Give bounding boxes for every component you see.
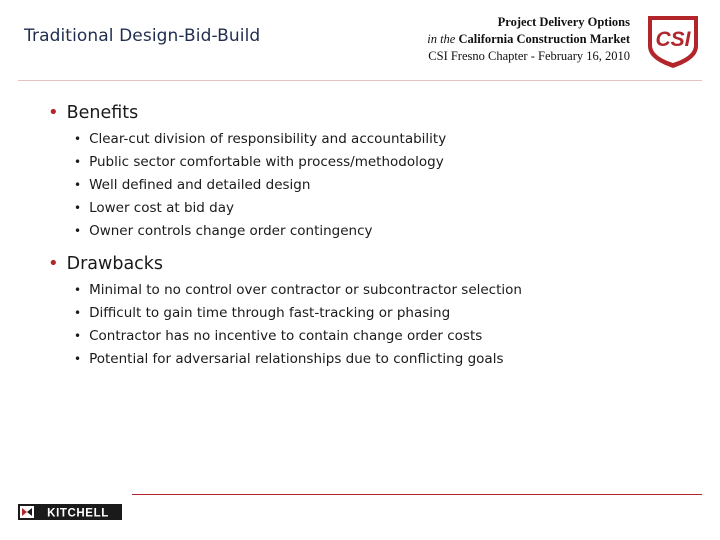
subtitle-main: California Construction Market — [458, 32, 630, 46]
csi-logo-text: CSI — [655, 28, 691, 51]
subtitle-prefix: in the — [427, 32, 456, 46]
drawbacks-list — [48, 279, 688, 371]
list-item-text: Minimal to no control over contractor or subcontractor selection — [89, 282, 522, 298]
list-item-text: Owner controls change order contingency — [89, 223, 373, 239]
bullet-icon: • — [48, 253, 59, 274]
list-item — [74, 325, 688, 348]
list-item — [74, 197, 688, 220]
bullet-icon: • — [74, 283, 82, 297]
bullet-icon: • — [74, 178, 82, 192]
list-item — [74, 348, 688, 371]
presentation-header — [330, 14, 630, 65]
section-benefits — [48, 100, 688, 243]
list-item-text: Contractor has no incentive to contain change order costs — [89, 328, 483, 344]
list-item — [74, 279, 688, 302]
list-item-text: Difficult to gain time through fast-tracking or phasing — [89, 305, 451, 321]
benefits-list — [48, 128, 688, 243]
header-divider — [18, 80, 702, 81]
bullet-icon: • — [74, 352, 82, 366]
list-item-text: Well defined and detailed design — [89, 177, 311, 193]
bullet-icon: • — [74, 306, 82, 320]
event-line: CSI Fresno Chapter - February 16, 2010 — [428, 49, 630, 63]
section-heading — [48, 251, 688, 277]
list-item — [74, 302, 688, 325]
list-item — [74, 174, 688, 197]
slide-title: Traditional Design-Bid-Build — [24, 26, 261, 46]
section-drawbacks — [48, 251, 688, 371]
footer-divider — [132, 494, 702, 495]
bullet-icon: • — [48, 102, 59, 123]
presentation-subtitle — [330, 31, 630, 48]
section-heading-label: Drawbacks — [66, 254, 164, 274]
list-item-text: Public sector comfortable with process/methodology — [89, 154, 444, 170]
section-heading — [48, 100, 688, 126]
csi-logo — [644, 12, 702, 70]
list-item — [74, 220, 688, 243]
section-heading-label: Benefits — [66, 103, 139, 123]
list-item-text: Potential for adversarial relationships due to conflicting goals — [89, 351, 504, 367]
list-item-text: Clear-cut division of responsibility and accountability — [89, 131, 447, 147]
bullet-icon: • — [74, 201, 82, 215]
bullet-icon: • — [74, 132, 82, 146]
bullet-icon: • — [74, 329, 82, 343]
list-item — [74, 151, 688, 174]
bullet-icon: • — [74, 155, 82, 169]
presentation-title: Project Delivery Options — [497, 15, 630, 29]
kitchell-logo-text: KITCHELL — [47, 507, 109, 520]
slide-content — [48, 100, 688, 379]
list-item — [74, 128, 688, 151]
bullet-icon: • — [74, 224, 82, 238]
kitchell-logo — [18, 504, 122, 520]
list-item-text: Lower cost at bid day — [89, 200, 234, 216]
